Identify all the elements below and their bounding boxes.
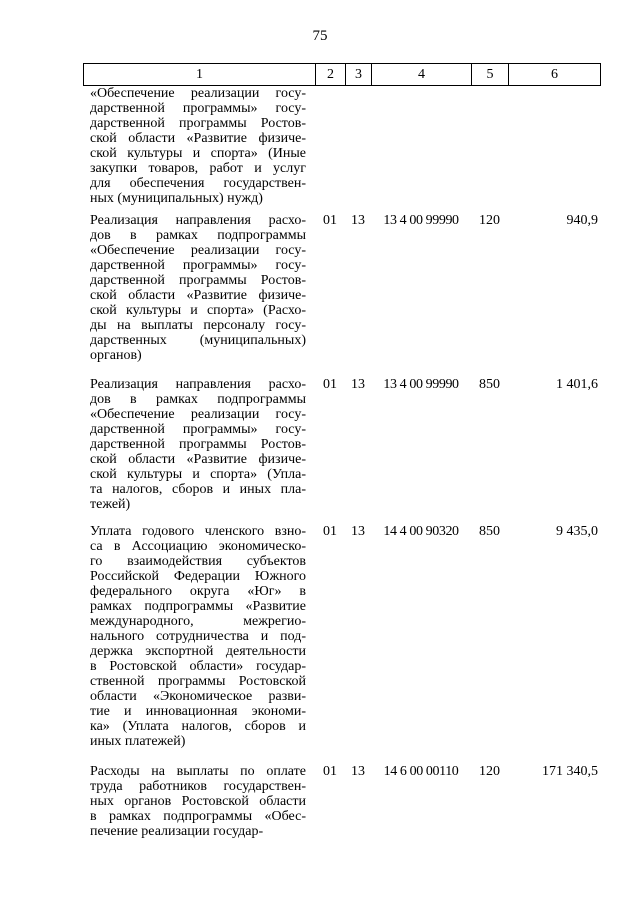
row-cell-col4: 14 4 00 90320 xyxy=(383,524,459,539)
row-cell-col6: 1 401,6 xyxy=(556,377,598,392)
description-line: ных (муниципальных) нужд) xyxy=(90,191,263,206)
description-line: ственной программы Ростовской xyxy=(90,674,306,689)
row-cell-col3: 13 xyxy=(351,213,365,228)
column-header-2: 2 xyxy=(316,64,346,86)
column-header-5: 5 xyxy=(472,64,509,86)
row-cell-col3: 13 xyxy=(351,764,365,779)
description-line: са в Ассоциацию экономическо- xyxy=(90,539,306,554)
description-line: рамках подпрограммы «Развитие xyxy=(90,599,306,614)
description-line: в рамках подпрограммы «Обес- xyxy=(90,809,306,824)
description-line: ской области «Развитие физиче- xyxy=(90,131,306,146)
row-cell-col5: 120 xyxy=(479,213,500,228)
description-line: дов в рамках подпрограммы xyxy=(90,228,306,243)
description-line: тежей) xyxy=(90,497,131,512)
row-description xyxy=(90,764,306,839)
column-header-4: 4 xyxy=(372,64,472,86)
row-cell-col4: 14 6 00 00110 xyxy=(383,764,459,779)
description-line: нального сотрудничества и под- xyxy=(90,629,306,644)
row-description xyxy=(90,86,306,206)
row-description xyxy=(90,213,306,363)
row-description xyxy=(90,524,306,749)
page-number: 75 xyxy=(312,28,328,44)
row-cell-col6: 9 435,0 xyxy=(556,524,598,539)
description-line: Реализация направления расхо- xyxy=(90,377,306,392)
description-line: дарственной программы» госу- xyxy=(90,258,306,273)
description-line: в Ростовской области» государ- xyxy=(90,659,306,674)
description-line: дарственной программы Ростов- xyxy=(90,116,306,131)
column-header-1: 1 xyxy=(84,64,316,86)
description-line: ды на выплаты персоналу госу- xyxy=(90,318,306,333)
row-cell-col5: 850 xyxy=(479,377,500,392)
description-line: иных платежей) xyxy=(90,734,186,749)
description-line: Расходы на выплаты по оплате xyxy=(90,764,306,779)
description-line: труда работников государствен- xyxy=(90,779,306,794)
description-line: дов в рамках подпрограммы xyxy=(90,392,306,407)
description-line: держка экспортной деятельности xyxy=(90,644,306,659)
column-header-3: 3 xyxy=(346,64,372,86)
description-line: Реализация направления расхо- xyxy=(90,213,306,228)
description-line: печение реализации государ- xyxy=(90,824,264,839)
row-cell-col6: 171 340,5 xyxy=(542,764,598,779)
description-line: дарственных (муниципальных) xyxy=(90,333,306,348)
row-cell-col3: 13 xyxy=(351,524,365,539)
description-line: федерального округа «Юг» в xyxy=(90,584,306,599)
description-line: международного, межрегио- xyxy=(90,614,306,629)
row-cell-col4: 13 4 00 99990 xyxy=(383,377,459,392)
description-line: «Обеспечение реализации госу- xyxy=(90,243,306,258)
description-line: дарственной программы Ростов- xyxy=(90,273,306,288)
description-line: ных органов Ростовской области xyxy=(90,794,306,809)
description-line: «Обеспечение реализации госу- xyxy=(90,86,306,101)
description-line: области «Экономическое разви- xyxy=(90,689,306,704)
description-line: ской области «Развитие физиче- xyxy=(90,288,306,303)
description-line: ской культуры и спорта» (Расхо- xyxy=(90,303,306,318)
description-line: ской области «Развитие физиче- xyxy=(90,452,306,467)
description-line: ской культуры и спорта» (Упла- xyxy=(90,467,306,482)
row-cell-col2: 01 xyxy=(323,524,337,539)
row-cell-col2: 01 xyxy=(323,377,337,392)
row-cell-col3: 13 xyxy=(351,377,365,392)
column-header-6: 6 xyxy=(509,64,601,86)
column-header-row xyxy=(84,64,601,86)
description-line: тие и инновационная экономи- xyxy=(90,704,306,719)
description-line: Уплата годового членского взно- xyxy=(90,524,306,539)
column-header-table xyxy=(83,63,601,86)
description-line: ской культуры и спорта» (Иные xyxy=(90,146,306,161)
row-cell-col5: 120 xyxy=(479,764,500,779)
description-line: закупки товаров, работ и услуг xyxy=(90,161,306,176)
description-line: Российской Федерации Южного xyxy=(90,569,306,584)
description-line: «Обеспечение реализации госу- xyxy=(90,407,306,422)
row-cell-col2: 01 xyxy=(323,213,337,228)
description-line: ка» (Уплата налогов, сборов и xyxy=(90,719,306,734)
description-line: та налогов, сборов и иных пла- xyxy=(90,482,306,497)
row-cell-col6: 940,9 xyxy=(566,213,598,228)
description-line: дарственной программы Ростов- xyxy=(90,437,306,452)
description-line: органов) xyxy=(90,348,142,363)
row-cell-col2: 01 xyxy=(323,764,337,779)
description-line: дарственной программы» госу- xyxy=(90,101,306,116)
description-line: дарственной программы» госу- xyxy=(90,422,306,437)
description-line: для обеспечения государствен- xyxy=(90,176,306,191)
row-cell-col4: 13 4 00 99990 xyxy=(383,213,459,228)
row-cell-col5: 850 xyxy=(479,524,500,539)
row-description xyxy=(90,377,306,512)
description-line: го взаимодействия субъектов xyxy=(90,554,306,569)
